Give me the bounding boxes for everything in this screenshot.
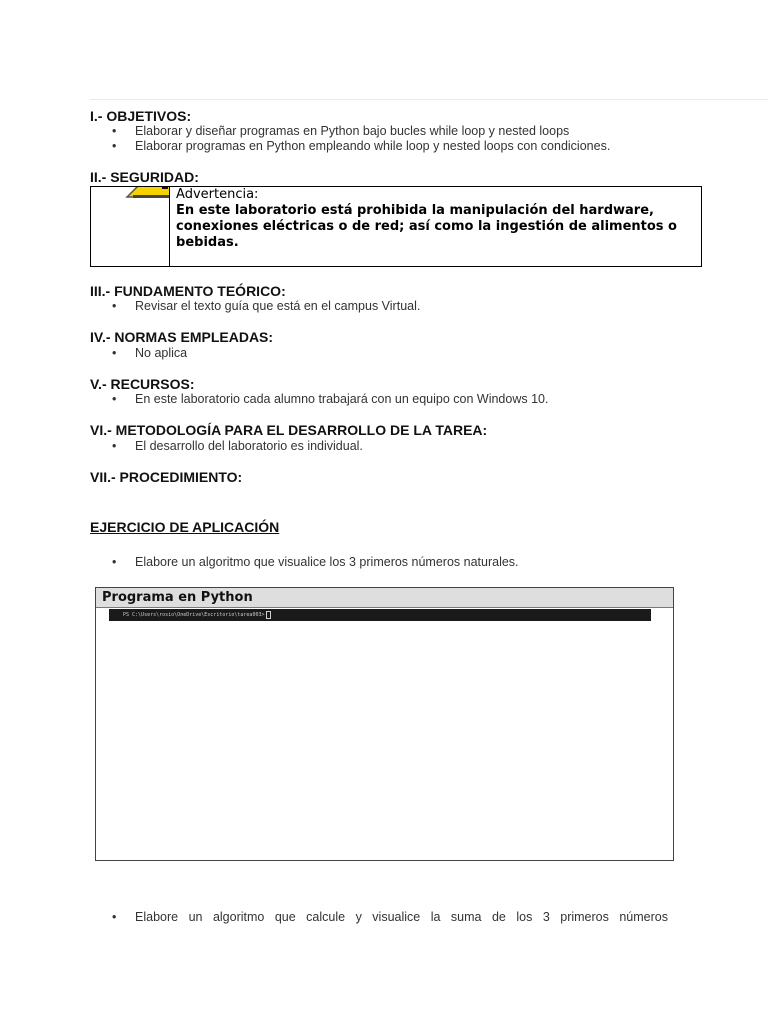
- header-divider: [90, 99, 768, 100]
- safety-warning-box: [90, 186, 702, 267]
- section-normas-title: IV.- NORMAS EMPLEADAS:: [90, 329, 274, 345]
- terminal-screenshot: [109, 609, 651, 621]
- section-objetivos-title: I.- OBJETIVOS:: [90, 108, 192, 124]
- section-seguridad-title: II.- SEGURIDAD:: [90, 169, 199, 185]
- section-procedimiento-title: VII.- PROCEDIMIENTO:: [90, 469, 243, 485]
- program-box-header: Programa en Python: [96, 588, 673, 608]
- warning-text-cell: [170, 187, 701, 266]
- list-item: • En este laboratorio cada alumno trabajará con un equipo con Windows 10.: [112, 392, 549, 406]
- program-box: [95, 587, 674, 861]
- list-item: • Elaborar programas en Python empleando while loop y nested loops con condiciones.: [112, 139, 611, 153]
- cursor-icon: [266, 611, 271, 619]
- list-item: • El desarrollo del laboratorio es individual.: [112, 439, 363, 453]
- exercise-title: EJERCICIO DE APLICACIÓN: [90, 519, 280, 535]
- terminal-prompt: PS C:\Users\rosio\OneDrive\Escritorio\tarea003>: [123, 612, 265, 618]
- list-item: • Elaborar y diseñar programas en Python bajo bucles while loop y nested loops: [112, 124, 570, 138]
- section-metodologia-title: VI.- METODOLOGÍA PARA EL DESARROLLO DE LA TAREA:: [90, 422, 488, 438]
- list-item: • Revisar el texto guía que está en el campus Virtual.: [112, 299, 421, 313]
- warning-sign-icon: [125, 187, 170, 199]
- warning-icon-cell: [91, 187, 170, 266]
- list-item: • No aplica: [112, 346, 188, 360]
- list-item: • Elabore un algoritmo que visualice los 3 primeros números naturales.: [112, 555, 519, 569]
- section-fundamento-title: III.- FUNDAMENTO TEÓRICO:: [90, 283, 286, 299]
- warning-text: En este laboratorio está prohibida la manipulación del hardware, conexiones eléctricas o de red; así como la ingestión de alimentos o bebidas.: [176, 203, 677, 250]
- list-item: • Elabore un algoritmo que calcule y visualice la suma de los 3 primeros números: [112, 910, 668, 924]
- section-recursos-title: V.- RECURSOS:: [90, 376, 195, 392]
- warning-label: Advertencia:: [176, 187, 259, 202]
